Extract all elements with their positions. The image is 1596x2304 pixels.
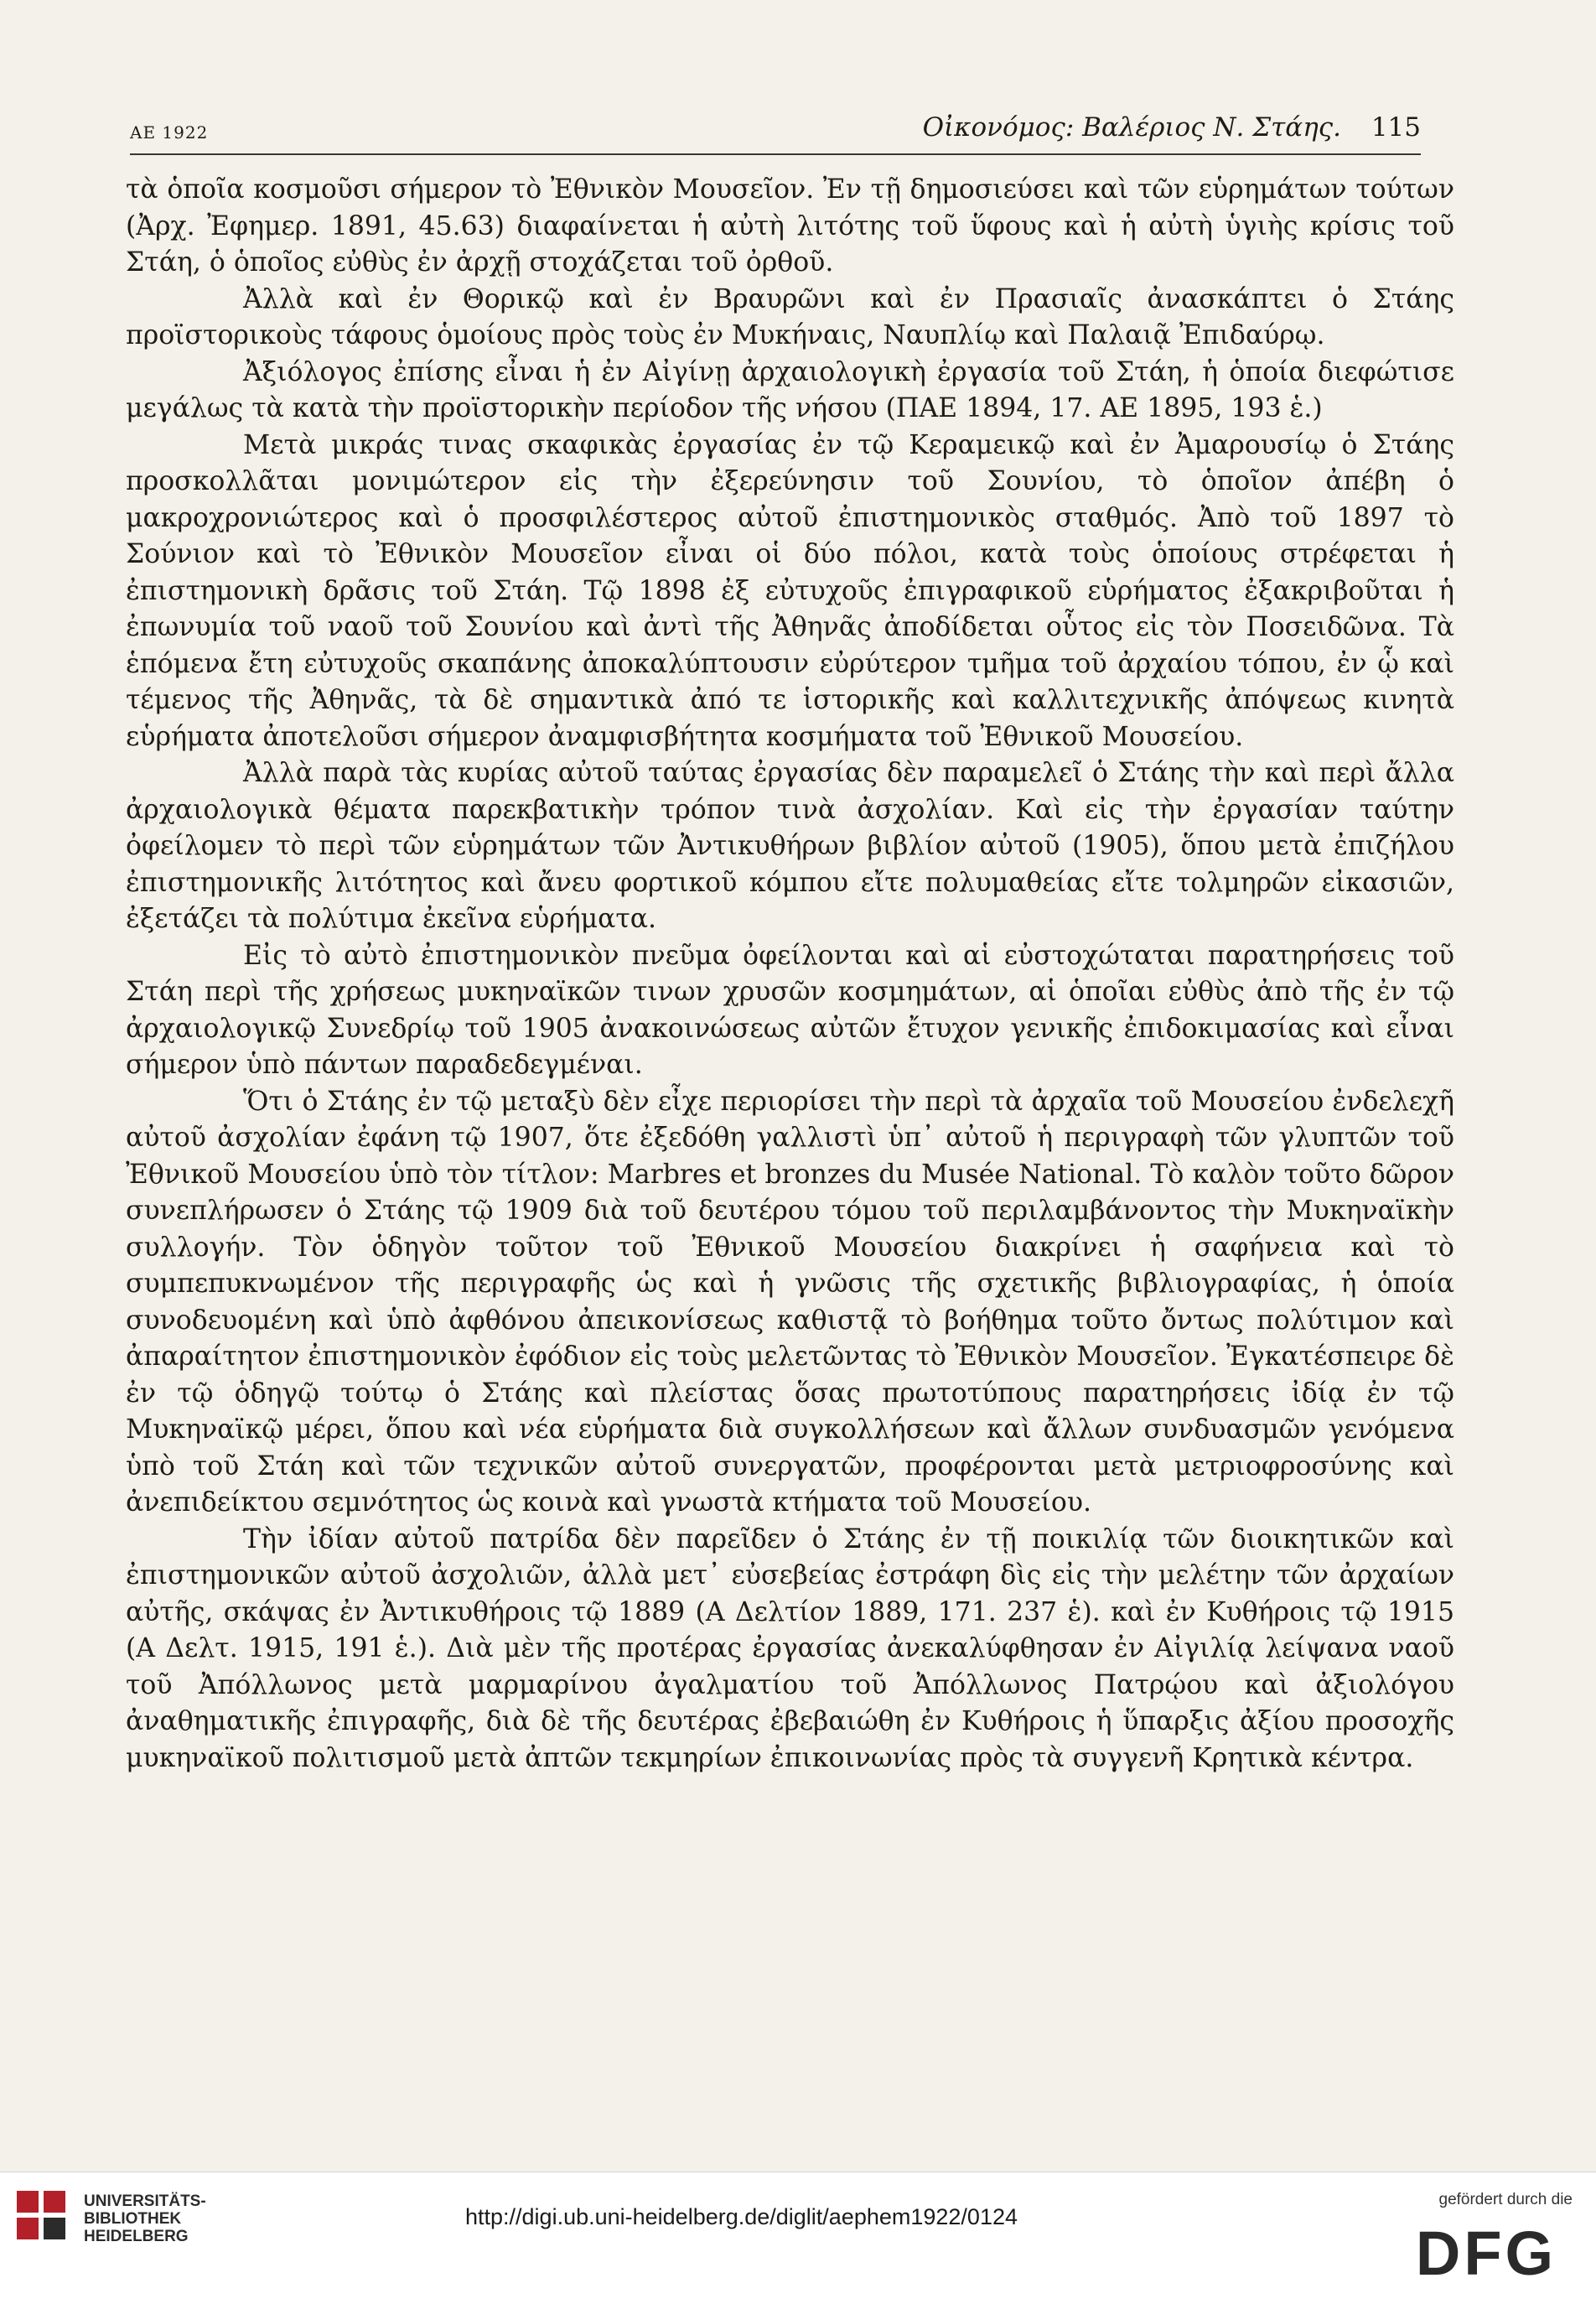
article-body xyxy=(126,172,1454,1777)
permalink-url[interactable]: http://digi.ub.uni-heidelberg.de/diglit/aephem1922/0124 xyxy=(465,2204,1018,2229)
library-name-line-3: HEIDELBERG xyxy=(84,2228,189,2245)
paragraph-2: Ἀλλὰ καὶ ἐν Θορικῷ καὶ ἐν Βραυρῶνι καὶ ἐν Πρασιαῖς ἀνασκάπτει ὁ Στάης προϊστορικοὺς τάφους ὁμοίους πρὸς τοὺς ἐν Μυκήναις, Ναυπλίῳ καὶ Παλαιᾷ Ἐπιδαύρῳ. xyxy=(126,283,1454,350)
page-number: 115 xyxy=(1371,112,1421,143)
dfg-logo-text: DFG xyxy=(1415,2223,1557,2283)
page-header xyxy=(130,112,1421,146)
digitization-footer xyxy=(0,2172,1596,2304)
journal-label: ΑΕ 1922 xyxy=(130,122,209,143)
paragraph-3: Ἀξιόλογος ἐπίσης εἶναι ἡ ἐν Αἰγίνῃ ἀρχαιολογικὴ ἐργασία τοῦ Στάη, ἡ ὁποία διεφώτισε μεγάλως τὰ κατὰ τὴν προϊστορικὴν περίοδον τῆς νήσου (ΠΑΕ 1894, 17. ΑΕ 1895, 193 ἑ.) xyxy=(126,356,1454,423)
header-rule xyxy=(130,153,1421,155)
paragraph-6: Εἰς τὸ αὐτὸ ἐπιστημονικὸν πνεῦμα ὀφείλονται καὶ αἱ εὐστοχώταται παρατηρήσεις τοῦ Στάη περὶ τῆς χρήσεως μυκηναϊκῶν τινων χρυσῶν κοσμημάτων, αἱ ὁποῖαι εὐθὺς ἀπὸ τῆς ἐν τῷ ἀρχαιολογικῷ Συνεδρίῳ τοῦ 1905 ἀνακοινώσεως αὐτῶν ἔτυχον γενικῆς ἐπιδοκιμασίας καὶ εἶναι σήμερον ὑπὸ πάντων παραδεδεγμέναι. xyxy=(126,940,1454,1080)
paragraph-7: Ὅτι ὁ Στάης ἐν τῷ μεταξὺ δὲν εἶχε περιορίσει τὴν περὶ τὰ ἀρχαῖα τοῦ Μουσείου ἐνδελεχῆ αὐτοῦ ἀσχολίαν ἐφάνη τῷ 1907, ὅτε ἐξεδόθη γαλλιστὶ ὑπ᾽ αὐτοῦ ἡ περιγραφὴ τῶν γλυπτῶν τοῦ Ἐθνικοῦ Μουσείου ὑπὸ τὸν τίτλον: Marbres et bronzes du Musée National. Τὸ καλὸν τοῦτο δῶρον συνεπλήρωσεν ὁ Στάης τῷ 1909 διὰ τοῦ δευτέρου τόμου τοῦ περιλαμβάνοντος τὴν Μυκηναϊκὴν συλλογήν. Τὸν ὁδηγὸν τοῦτον τοῦ Ἐθνικοῦ Μουσείου διακρίνει ἡ σαφήνεια καὶ τὸ συμπεπυκνωμένον τῆς περιγραφῆς ὡς καὶ ἡ γνῶσις τῆς σχετικῆς βιβλιογραφίας, ἡ ὁποία συνοδευομένη καὶ ὑπὸ ἀφθόνου ἀπεικονίσεως καθιστᾷ τὸ βοήθημα τοῦτο ὄντως πολύτιμον καὶ ἀπαραίτητον ἐπιστημονικὸν ἐφόδιον εἰς τοὺς μελετῶντας τὸ Ἐθνικὸν Μουσεῖον. Ἐγκατέσπειρε δὲ ἐν τῷ ὁδηγῷ τούτῳ ὁ Στάης καὶ πλείστας ὅσας πρωτοτύπους παρατηρήσεις ἰδίᾳ ἐν τῷ Μυκηναϊκῷ μέρει, ὅπου καὶ νέα εὑρήματα διὰ συγκολλήσεων καὶ ἄλλων συνδυασμῶν γενόμενα ὑπὸ τοῦ Στάη καὶ τῶν τεχνικῶν αὐτοῦ συνεργατῶν, προφέρονται μετὰ μετριοφροσύνης καὶ ἀνεπιδείκτου σεμνότητος ὡς κοινὰ καὶ γνωστὰ κτήματα τοῦ Μουσείου. xyxy=(126,1086,1454,1518)
paragraph-5: Ἀλλὰ παρὰ τὰς κυρίας αὐτοῦ ταύτας ἐργασίας δὲν παραμελεῖ ὁ Στάης τὴν καὶ περὶ ἄλλα ἀρχαιολογικὰ θέματα παρεκβατικὴν τρόπον τινὰ ἀσχολίαν. Καὶ εἰς τὴν ἐργασίαν ταύτην ὀφείλομεν τὸ περὶ τῶν εὑρημάτων τῶν Ἀντικυθήρων βιβλίον αὐτοῦ (1905), ὅπου μετὰ ἐπιζήλου ἐπιστημονικῆς λιτότητος καὶ ἄνευ φορτικοῦ κόμπου εἴτε πολυμαθείας εἴτε τολμηρῶν εἰκασιῶν, ἐξετάζει τὰ πολύτιμα ἐκεῖνα εὑρήματα. xyxy=(126,758,1454,934)
sponsor-note: gefördert durch die xyxy=(1438,2191,1573,2208)
university-library-logo-icon xyxy=(17,2191,65,2239)
dfg-logo xyxy=(1398,2223,1574,2283)
library-name-line-1: UNIVERSITÄTS- xyxy=(84,2192,206,2210)
running-title: Οἰκονόμος: Βαλέριος Ν. Στάης. xyxy=(922,112,1341,143)
paragraph-8: Τὴν ἰδίαν αὐτοῦ πατρίδα δὲν παρεῖδεν ὁ Στάης ἐν τῇ ποικιλίᾳ τῶν διοικητικῶν καὶ ἐπιστημονικῶν αὐτοῦ ἀσχολιῶν, ἀλλὰ μετ᾽ εὐσεβείας ἐστράφη δὶς εἰς τὴν μελέτην τῶν ἀρχαίων αὐτῆς, σκάψας ἐν Ἀντικυθήροις τῷ 1889 (Α Δελτίον 1889, 171. 237 ἑ). καὶ ἐν Κυθήροις τῷ 1915 (Α Δελτ. 1915, 191 ἑ.). Διὰ μὲν τῆς προτέρας ἐργασίας ἀνεκαλύφθησαν ἐν Αἰγιλίᾳ λείψανα ναοῦ τοῦ Ἀπόλλωνος μετὰ μαρμαρίνου ἀγαλματίου τοῦ Ἀπόλλωνος Πατρῴου καὶ ἀξιολόγου ἀναθηματικῆς ἐπιγραφῆς, διὰ δὲ τῆς δευτέρας ἐβεβαιώθη ἐν Κυθήροις ἡ ὕπαρξις ἀξίου προσοχῆς μυκηναϊκοῦ πολιτισμοῦ μετὰ ἀπτῶν τεκμηρίων ἐπικοινωνίας πρὸς τὰ συγγενῆ Κρητικὰ κέντρα. xyxy=(126,1523,1454,1773)
paragraph-4: Μετὰ μικράς τινας σκαφικὰς ἐργασίας ἐν τῷ Κεραμεικῷ καὶ ἐν Ἀμαρουσίῳ ὁ Στάης προσκολλᾶται μονιμώτερον εἰς τὴν ἐξερεύνησιν τοῦ Σουνίου, τὸ ὁποῖον ἀπέβη ὁ μακροχρονιώτερος καὶ ὁ προσφιλέστερος αὐτοῦ ἐπιστημονικὸς σταθμός. Ἀπὸ τοῦ 1897 τὸ Σούνιον καὶ τὸ Ἐθνικὸν Μουσεῖον εἶναι οἱ δύο πόλοι, κατὰ τοὺς ὁποίους στρέφεται ἡ ἐπιστημονικὴ δρᾶσις τοῦ Στάη. Τῷ 1898 ἐξ εὐτυχοῦς ἐπιγραφικοῦ εὑρήματος ἐξακριβοῦται ἡ ἐπωνυμία τοῦ ναοῦ τοῦ Σουνίου καὶ ἀντὶ τῆς Ἀθηνᾶς ἀποδίδεται οὗτος εἰς τὸν Ποσειδῶνα. Τὰ ἑπόμενα ἔτη εὐτυχοῦς σκαπάνης ἀποκαλύπτουσιν εὐρύτερον τμῆμα τοῦ ἀρχαίου τόπου, ἐν ᾧ καὶ τέμενος τῆς Ἀθηνᾶς, τὰ δὲ σημαντικὰ ἀπό τε ἱστορικῆς καὶ καλλιτεχνικῆς ἀπόψεως κινητὰ εὑρήματα ἀποτελοῦσι σήμερον ἀναμφισβήτητα κοσμήματα τοῦ Ἐθνικοῦ Μουσείου. xyxy=(126,429,1454,752)
paragraph-1: τὰ ὁποῖα κοσμοῦσι σήμερον τὸ Ἐθνικὸν Μουσεῖον. Ἐν τῇ δημοσιεύσει καὶ τῶν εὑρημάτων τούτων (Ἀρχ. Ἐφημερ. 1891, 45.63) διαφαίνεται ἡ αὐτὴ λιτότης τοῦ ὕφους καὶ ἡ αὐτὴ ὑγιὴς κρίσις τοῦ Στάη, ὁ ὁποῖος εὐθὺς ἐν ἀρχῇ στοχάζεται τοῦ ὀρθοῦ. xyxy=(126,174,1454,278)
library-name-line-2: BIBLIOTHEK xyxy=(84,2210,182,2228)
library-name xyxy=(84,2192,206,2245)
